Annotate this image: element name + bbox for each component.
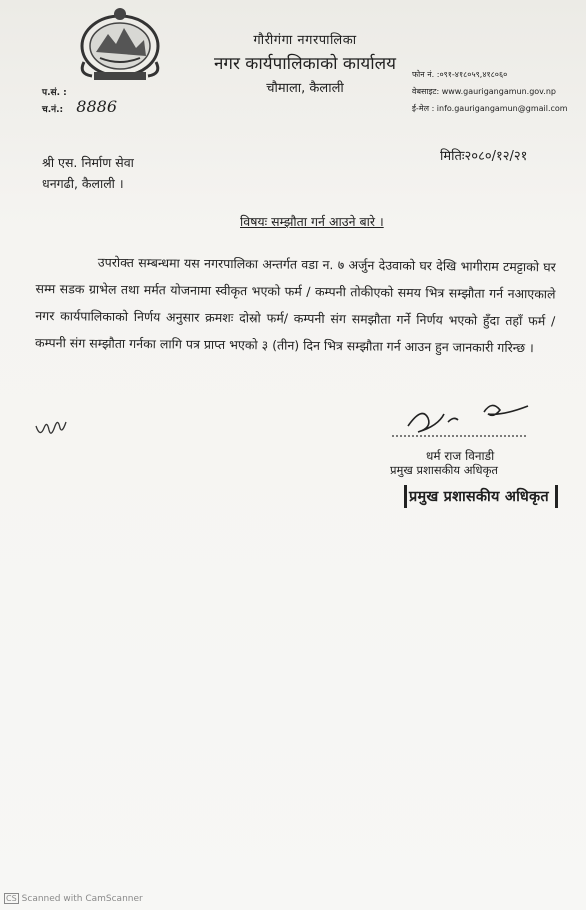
reference-block: [42, 86, 117, 117]
contact-info: [412, 66, 568, 117]
watermark-text: Scanned with CamScanner: [21, 894, 143, 904]
subject-line: विषयः सम्झौता गर्न आउने बारे ।: [240, 214, 384, 229]
dispatch-row: [42, 97, 118, 117]
office-name: गौरीगंगा नगरपालिका: [253, 33, 357, 48]
cn-label: च.नं.:: [42, 105, 64, 115]
handwritten-signature-icon: [388, 396, 538, 442]
website-link: वेबसाइट: www.gaurigangamun.gov.np: [412, 87, 556, 96]
letter-date: मितिः२०८०/१२/२१: [440, 149, 528, 164]
office-place: चौमाला, कैलाली: [266, 81, 344, 96]
handwritten-initials-icon: [34, 416, 68, 440]
office-title: नगर कार्यपालिकाको कार्यालय: [213, 54, 397, 74]
dispatch-number: 8886: [76, 97, 118, 116]
recipient-name: श्री एस. निर्माण सेवा: [42, 155, 134, 170]
letter-body: उपरोक्त सम्बन्धमा यस नगरपालिका अन्तर्गत वडा न. ७ अर्जुन देउवाको घर देखि भागीराम टमट्टाको घर सम्म सडक ग्राभेल तथा मर्मत योजनामा स्वीकृत भएको फर्म / कम्पनी तोकीएको समय भित्र सम्झौता गर्न नआएकाले नगर कार्यपालिकाको निर्णय अनुसार क्रमशः दोस्रो फर्म/ कम्पनी संग समझौता गर्ने निर्णय भएको हुँदा तहाँ फर्म / कम्पनी संग सम्झौता गर्नका लागि पत्र प्राप्त भएको ३ (तीन) दिन भित्र सम्झौता गर्न आउन हुन जानकारी गरिन्छ ।: [34, 254, 556, 356]
office-header: [180, 30, 430, 96]
phone-number: फोन नं. :०९१-४१८०५९,४१८०६०: [412, 70, 508, 79]
email-address: ई-मेल : info.gaurigangamun@gmail.com: [412, 104, 568, 113]
recipient-address: धनगढी, कैलाली ।: [42, 176, 124, 191]
scanner-watermark: [4, 893, 143, 904]
ps-label: प.सं. :: [42, 88, 67, 98]
recipient-block: [42, 152, 134, 194]
designation-stamp: प्रमुख प्रशासकीय अधिकृत: [404, 485, 558, 508]
camscanner-badge: CS: [6, 894, 17, 903]
signatory-title: प्रमुख प्रशासकीय अधिकृत: [390, 463, 498, 477]
nepal-government-emblem-icon: [70, 4, 170, 84]
signatory-name: धर्म राज विनाडी: [426, 449, 495, 463]
